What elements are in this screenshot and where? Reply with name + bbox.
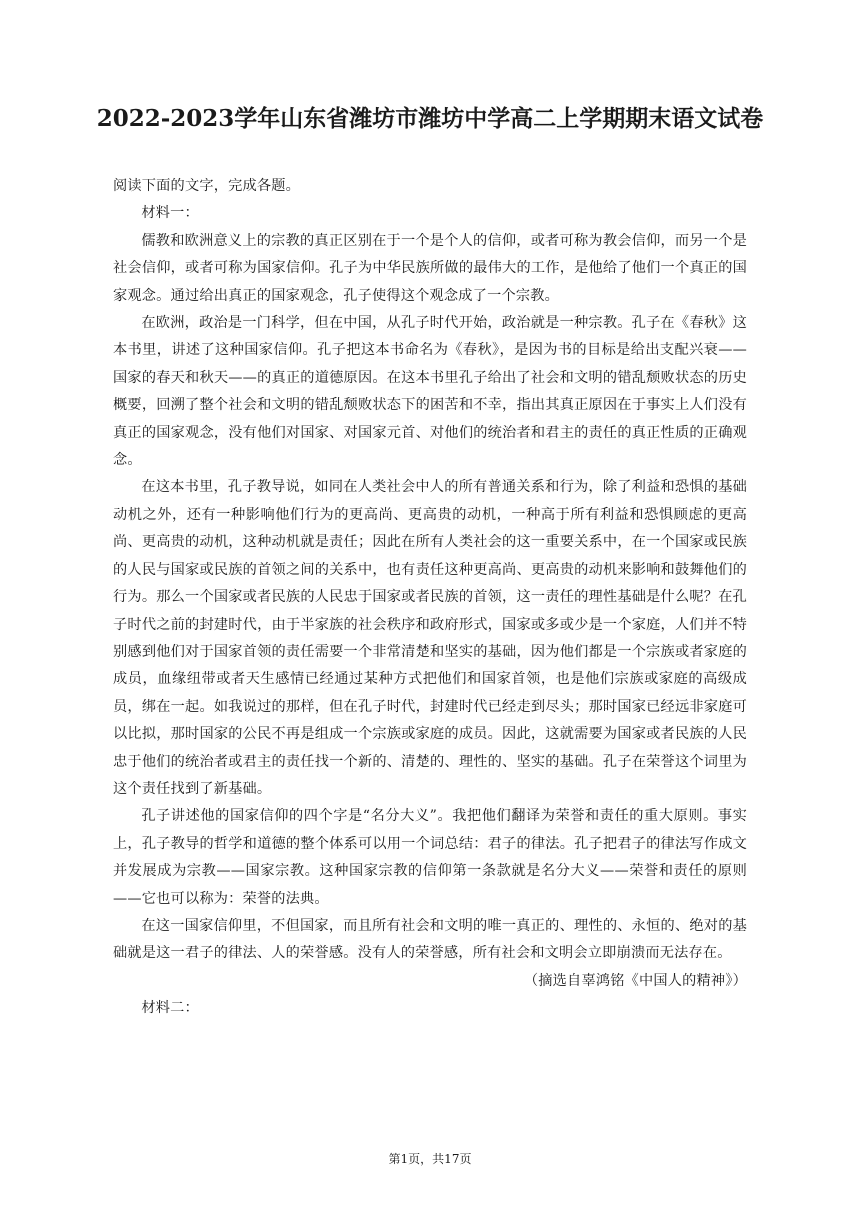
paragraph-5: 在这一国家信仰里，不但国家，而且所有社会和文明的唯一真正的、理性的、永恒的、绝对的基础就是这一君子的律法、人的荣誉感。没有人的荣誉感，所有社会和文明会立即崩溃而无法存在。 (113, 917, 747, 962)
instruction-text: 阅读下面的文字，完成各题。 (113, 178, 301, 194)
document-body (113, 173, 747, 1023)
paragraph-2: 在欧洲，政治是一门科学，但在中国，从孔子时代开始，政治就是一种宗教。孔子在《春秋》这本书里，讲述了这种国家信仰。孔子把这本书命名为《春秋》，是因为书的目标是给出支配兴衰——国家的春天和秋天——的真正的道德原因。在这本书里孔子给出了社会和文明的错乱颓败状态的历史概要，回溯了整个社会和文明的错乱颓败状态下的困苦和不幸，指出其真正原因在于事实上人们没有真正的国家观念，没有他们对国家、对国家元首、对他们的统治者和君主的责任的真正性质的正确观念。 (113, 315, 747, 469)
page-footer: 第1页，共17页 (388, 1152, 472, 1166)
source-citation: （摘选自辜鸿铭《中国人的精神》） (523, 972, 747, 989)
material2-label: 材料二： (141, 1000, 199, 1017)
paragraph-4: 孔子讲述他的国家信仰的四个字是“名分大义”。我把他们翻译为荣誉和责任的重大原则。事实上，孔子教导的哲学和道德的整个体系可以用一个词总结：君子的律法。孔子把君子的律法写作成文并发展成为宗教——国家宗教。这种国家宗教的信仰第一条款就是名分大义——荣誉和责任的原则——它也可以称为：荣誉的法典。 (113, 808, 747, 907)
material1-label: 材料一： (141, 205, 199, 222)
page-title: 2022-2023学年山东省潍坊市潍坊中学高二上学期期末语文试卷 (96, 105, 764, 132)
paragraph-1: 儒教和欧洲意义上的宗教的真正区别在于一个是个人的信仰，或者可称为教会信仰，而另一个是社会信仰，或者可称为国家信仰。孔子为中华民族所做的最伟大的工作，是他给了他们一个真正的国家观念。通过给出真正的国家观念，孔子使得这个观念成了一个宗教。 (113, 232, 747, 304)
paragraph-3: 在这本书里，孔子教导说，如同在人类社会中人的所有普通关系和行为，除了利益和恐惧的基础动机之外，还有一种影响他们行为的更高尚、更高贵的动机，一种高于所有利益和恐惧顾虑的更高尚、更高贵的动机，这种动机就是责任；因此在所有人类社会的这一重要关系中，在一个国家或民族的人民与国家或民族的首领之间的关系中，也有责任这种更高尚、更高贵的动机来影响和鼓舞他们的行为。那么一个国家或者民族的人民忠于国家或者民族的首领，这一责任的理性基础是什么呢？在孔子时代之前的封建时代，由于半家族的社会秩序和政府形式，国家或多或少是一个家庭，人们并不特别感到他们对于国家首领的责任需要一个非常清楚和坚实的基础，因为他们都是一个宗族或者家庭的成员，血缘纽带或者天生感情已经通过某种方式把他们和国家首领，也是他们宗族或家庭的高级成员，绑在一起。如我说过的那样，但在孔子时代，封建时代已经走到尽头；那时国家已经远非家庭可以比拟，那时国家的公民不再是组成一个宗族或家庭的成员。因此，这就需要为国家或者民族的人民忠于他们的统治者或君主的责任找一个新的、清楚的、理性的、坚实的基础。孔子在荣誉这个词里为这个责任找到了新基础。 (113, 479, 747, 797)
